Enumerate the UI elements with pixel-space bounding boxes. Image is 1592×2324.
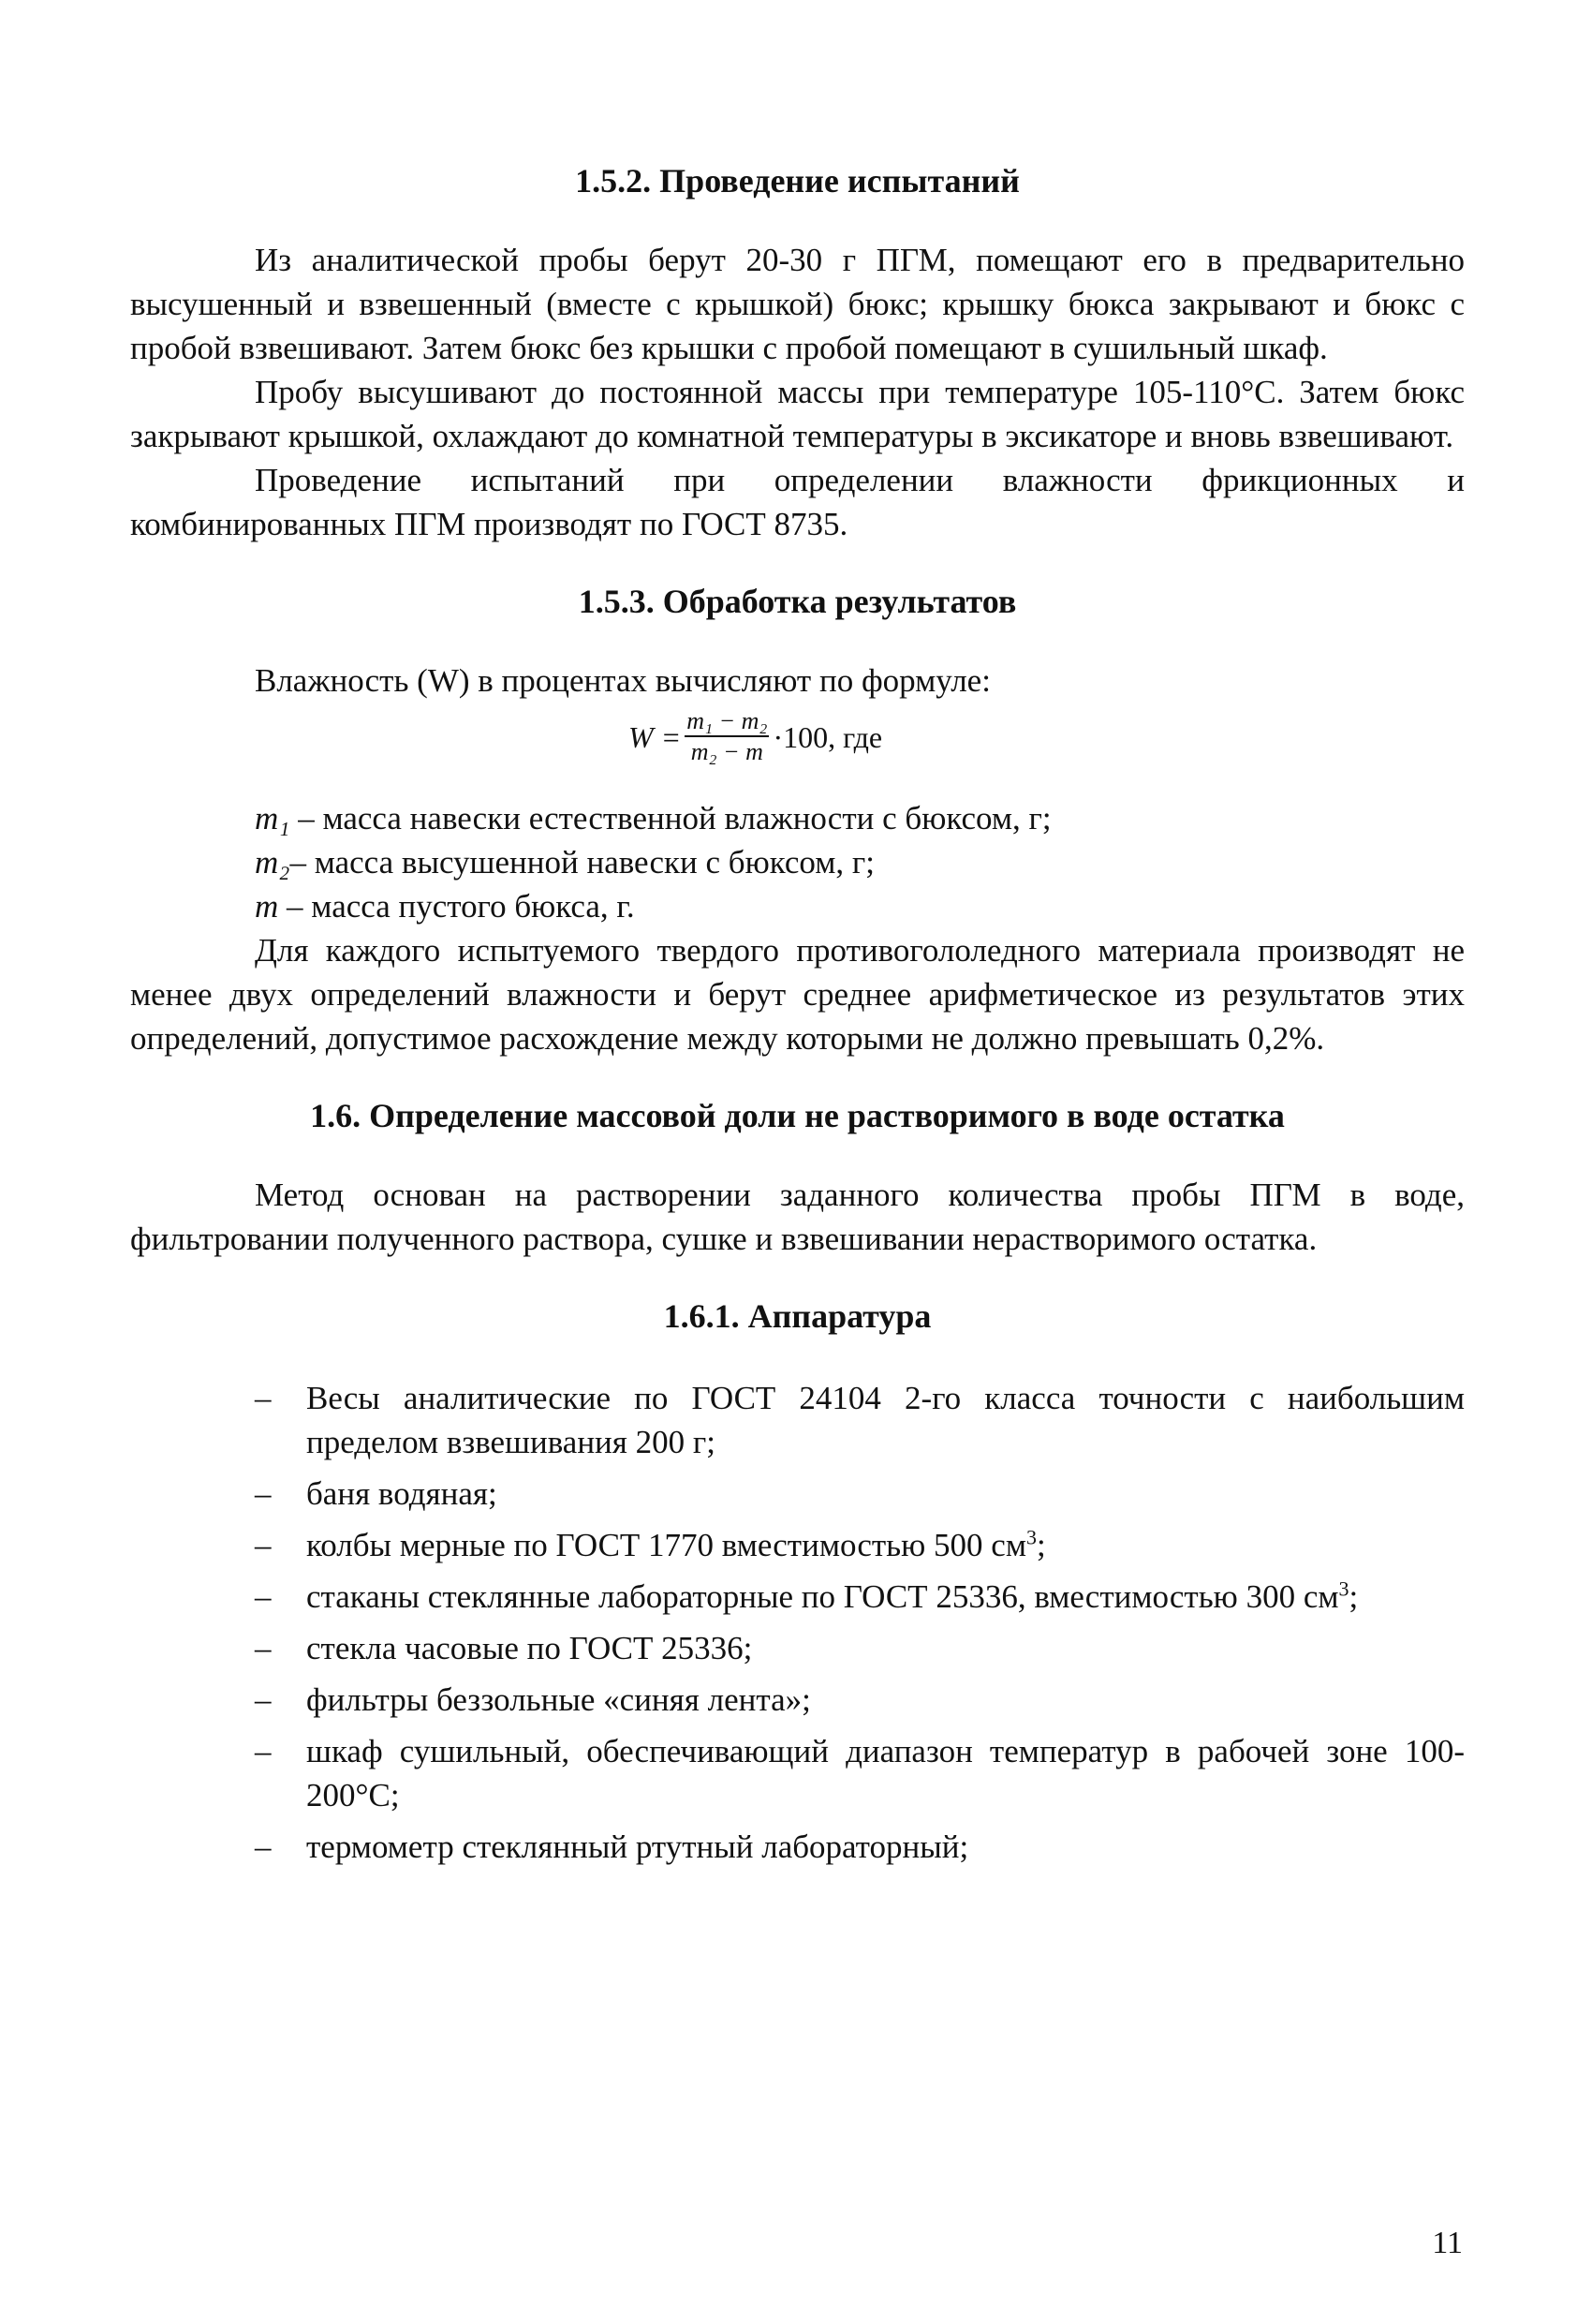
list-item: – фильтры беззольные «синяя лента»;: [130, 1678, 1465, 1722]
list-item: – колбы мерные по ГОСТ 1770 вместимостью 500 $см^3$;: [130, 1523, 1465, 1567]
formula-lhs: W =: [628, 719, 682, 754]
section-heading-1-6-1: 1.6.1. Аппаратура: [663, 1297, 932, 1335]
apparatus-list: [130, 1376, 1465, 1869]
definition-m2: [130, 840, 1465, 884]
moisture-formula: [628, 707, 882, 767]
page-content: [130, 159, 1465, 1876]
paragraph-method: Метод основан на растворении заданного количества пробы ПГМ в воде, фильтровании полученного раствора, сушке и взвешивании нерастворимого остатка.: [130, 1177, 1465, 1257]
symbol-m2: m₂: [255, 844, 290, 881]
list-bullet: –: [255, 1380, 272, 1416]
list-bullet: –: [255, 1630, 272, 1666]
list-bullet: –: [255, 1527, 272, 1563]
section-heading-1-5-2: 1.5.2. Проведение испытаний: [575, 162, 1020, 200]
paragraph-averaging: Для каждого испытуемого твердого противогололедного материала производят не менее двух определений влажности и берут среднее арифметическое из результатов этих определений, допустимое расхождение между которыми не должно превышать 0,2%.: [130, 932, 1465, 1057]
list-item: – стекла часовые по ГОСТ 25336;: [130, 1626, 1465, 1670]
list-item: – термометр стеклянный ртутный лабораторный;: [130, 1825, 1465, 1869]
list-bullet: –: [255, 1828, 272, 1865]
list-item: – баня водяная;: [130, 1472, 1465, 1516]
formula-fraction: [685, 707, 769, 767]
list-bullet: –: [255, 1475, 272, 1512]
symbol-m: m: [255, 888, 279, 925]
paragraph-drying: Пробу высушивают до постоянной массы при температуре 105-110°С. Затем бюкс закрывают крышкой, охлаждают до комнатной температуры в эксикаторе и вновь взвешивают.: [130, 374, 1465, 454]
definition-m1: [130, 796, 1465, 840]
paragraph-sample-preparation: Из аналитической пробы берут 20-30 г ПГМ, помещают его в предварительно высушенный и взвешенный (вместе с крышкой) бюкс; крышку бюкса закрывают и бюкс с пробой взвешивают. Затем бюкс без крышки с пробой помещают в сушильный шкаф.: [130, 242, 1465, 366]
formula-intro: Влажность (W) в процентах вычисляют по формуле:: [255, 662, 991, 699]
definition-m: [130, 884, 1465, 928]
formula-block: [130, 703, 1465, 796]
paragraph-friction-materials: Проведение испытаний при определении влажности фрикционных и комбинированных ПГМ производят по ГОСТ 8735.: [130, 462, 1465, 542]
list-bullet: –: [255, 1681, 272, 1718]
definition-m1-text: – масса навески естественной влажности с бюксом, г;: [289, 800, 1052, 836]
list-bullet: –: [255, 1733, 272, 1769]
formula-numerator: m₁ − m₂: [685, 707, 769, 737]
list-item: – стаканы стеклянные лабораторные по ГОСТ 25336, вместимостью 300 $см^3$;: [130, 1575, 1465, 1619]
formula-rhs: ·100, где: [773, 719, 883, 754]
section-heading-1-6: 1.6. Определение массовой доли не растворимого в воде остатка: [310, 1097, 1285, 1134]
definition-m-text: – масса пустого бюкса, г.: [278, 888, 635, 925]
list-item: – шкаф сушильный, обеспечивающий диапазон температур в рабочей зоне 100-200°С;: [130, 1729, 1465, 1817]
section-heading-1-5-3: 1.5.3. Обработка результатов: [578, 583, 1017, 620]
list-item: – Весы аналитические по ГОСТ 24104 2-го класса точности с наибольшим пределом взвешивания 200 г;: [130, 1376, 1465, 1464]
list-bullet: –: [255, 1578, 272, 1615]
formula-denominator: m₂ − m: [690, 738, 763, 765]
symbol-m1: m₁: [255, 800, 290, 836]
page-number: 11: [1432, 2226, 1463, 2260]
definition-m2-text: – масса высушенной навески с бюксом, г;: [289, 844, 875, 881]
